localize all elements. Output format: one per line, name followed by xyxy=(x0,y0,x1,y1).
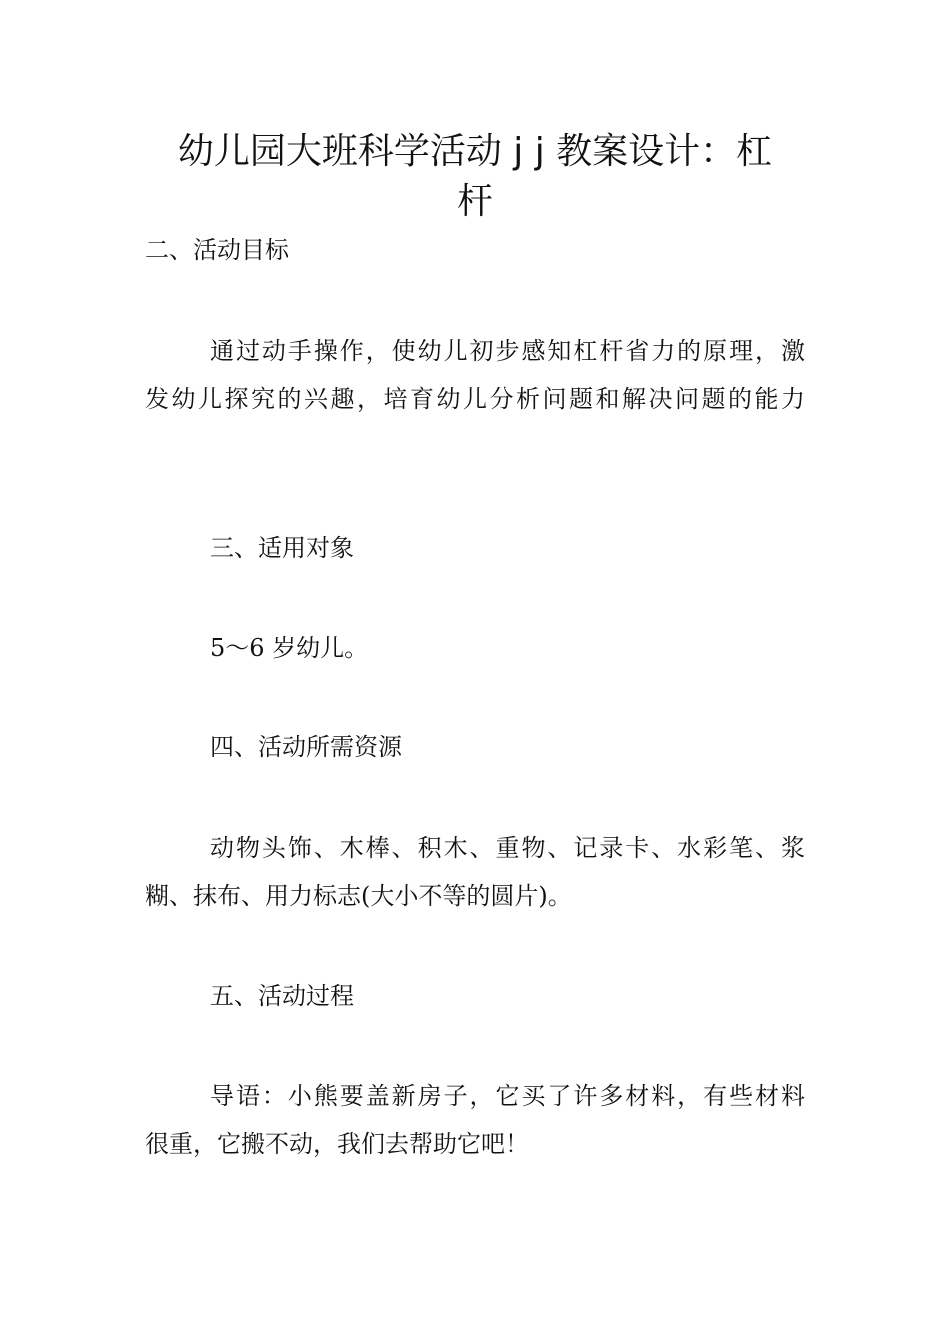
section-heading-process: 五、活动过程 xyxy=(210,982,354,1010)
objectives-paragraph-line-2: 发幼儿探究的兴趣，培育幼儿分析问题和解决问题的能力 xyxy=(145,385,805,413)
section-heading-resources: 四、活动所需资源 xyxy=(210,733,402,761)
objectives-paragraph-line-1: 通过动手操作，使幼儿初步感知杠杆省力的原理，激 xyxy=(210,337,805,365)
document-title-line-2: 杆 xyxy=(456,181,493,222)
document-title-line-1: 幼儿园大班科学活动 j j 教案设计：杠 xyxy=(177,131,773,172)
process-paragraph-line-1: 导语：小熊要盖新房子，它买了许多材料，有些材料 xyxy=(210,1082,805,1110)
section-heading-audience: 三、适用对象 xyxy=(210,534,354,562)
process-paragraph-line-2: 很重，它搬不动，我们去帮助它吧！ xyxy=(145,1130,529,1158)
resources-paragraph-line-2: 糊、抹布、用力标志(大小不等的圆片)。 xyxy=(145,882,572,910)
resources-paragraph-line-1: 动物头饰、木棒、积木、重物、记录卡、水彩笔、浆 xyxy=(210,834,805,862)
section-heading-objectives: 二、活动目标 xyxy=(145,236,289,264)
audience-paragraph: 5～6 岁幼儿。 xyxy=(210,634,369,662)
